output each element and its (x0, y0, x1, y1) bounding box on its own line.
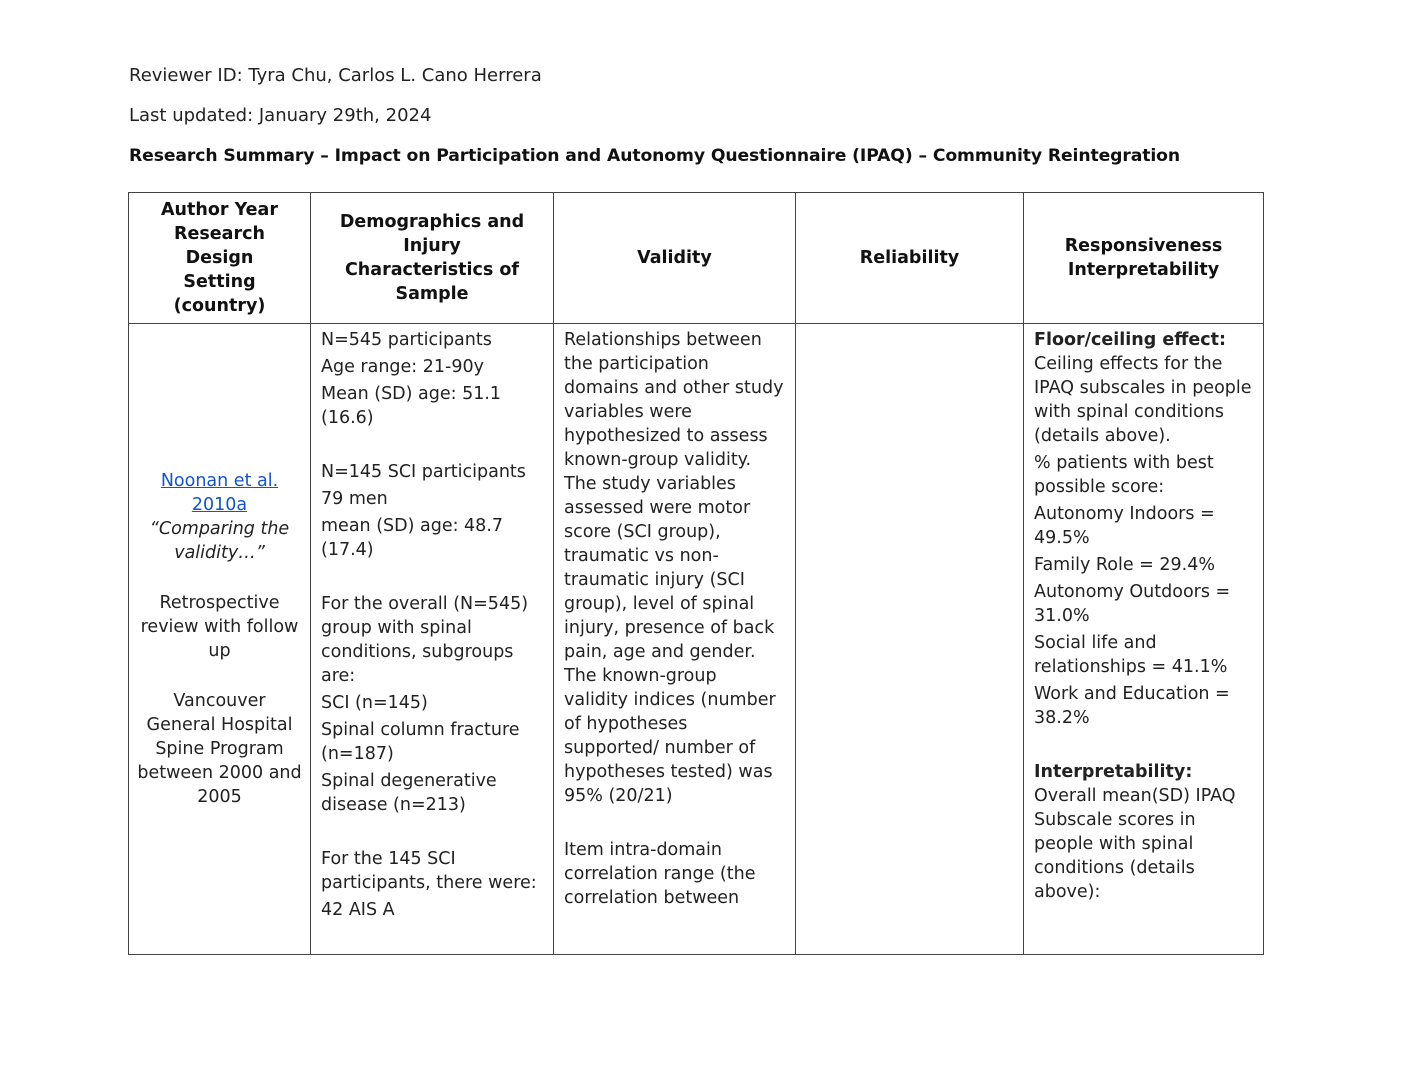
demographics-line: 79 men (321, 489, 388, 509)
column-header-reliability (796, 193, 1024, 324)
demographics-line: Spinal column fracture (n=187) (321, 720, 520, 764)
header-line: Reliability (859, 248, 960, 268)
demographics-line: For the 145 SCI participants, there were: (321, 849, 537, 893)
validity-paragraph: Item intra-domain correlation range (the correlation between (564, 840, 756, 908)
study-reference-link[interactable]: Noonan et al. 2010a (160, 471, 279, 515)
study-setting: Vancouver General Hospital Spine Program between 2000 and 2005 (137, 691, 302, 807)
validity-paragraph: Relationships between the participation domains and other study variables were hypothesized to assess known-group validity. The study variables assessed were motor score (SCI group), traumatic vs non-traumatic injury (SCI group), level of spinal injury, presence of back pain, age and gender. The known-group validity indices (number of hypotheses supported/ number of hypotheses tested) was 95% (20/21) (564, 330, 784, 806)
score-line: Work and Education = 38.2% (1034, 684, 1230, 728)
interpretability-text: Overall mean(SD) IPAQ Subscale scores in people with spinal conditions (details above): (1034, 786, 1236, 902)
study-title-quote: “Comparing the validity…” (149, 519, 290, 563)
header-line: Validity (637, 248, 712, 268)
document-title: Research Summary – Impact on Participation and Autonomy Questionnaire (IPAQ) – Community Reintegration (129, 146, 1180, 166)
score-line: Family Role = 29.4% (1034, 555, 1215, 575)
last-updated-line: Last updated: January 29th, 2024 (129, 105, 432, 126)
demographics-line: 42 AIS A (321, 900, 395, 920)
interpretability-heading: Interpretability: (1034, 762, 1193, 782)
reliability-cell (796, 324, 1024, 955)
column-header-validity (554, 193, 796, 324)
demographics-line: N=545 participants (321, 330, 492, 350)
demographics-line: Age range: 21-90y (321, 357, 484, 377)
study-design: Retrospective review with follow up (140, 593, 299, 661)
responsiveness-cell (1024, 324, 1264, 955)
header-line: Interpretability (1067, 260, 1220, 280)
column-header-study (129, 193, 311, 324)
validity-cell (554, 324, 796, 955)
best-score-intro: % patients with best possible score: (1034, 453, 1214, 497)
header-line: Demographics and Injury Characteristics of Sample (339, 212, 525, 304)
research-summary-table (128, 192, 1264, 955)
score-line: Social life and relationships = 41.1% (1034, 633, 1228, 677)
table-row (129, 324, 1264, 955)
demographics-line: SCI (n=145) (321, 693, 428, 713)
demographics-cell (311, 324, 554, 955)
header-line: Research Design (174, 224, 265, 268)
score-line: Autonomy Indoors = 49.5% (1034, 504, 1215, 548)
reviewer-line: Reviewer ID: Tyra Chu, Carlos L. Cano Herrera (129, 65, 542, 86)
table-header-row (129, 193, 1264, 324)
demographics-line: Mean (SD) age: 51.1 (16.6) (321, 384, 502, 428)
header-line: Setting (183, 272, 256, 292)
demographics-line: For the overall (N=545) group with spinal conditions, subgroups are: (321, 594, 529, 686)
score-line: Autonomy Outdoors = 31.0% (1034, 582, 1231, 626)
study-cell (129, 324, 311, 955)
column-header-demographics (311, 193, 554, 324)
floor-ceiling-heading: Floor/ceiling effect: (1034, 330, 1226, 350)
header-line: Responsiveness (1064, 236, 1223, 256)
demographics-line: mean (SD) age: 48.7 (17.4) (321, 516, 504, 560)
header-line: (country) (173, 296, 266, 316)
floor-ceiling-text: Ceiling effects for the IPAQ subscales in people with spinal conditions (details above). (1034, 354, 1252, 446)
column-header-responsiveness (1024, 193, 1264, 324)
demographics-line: Spinal degenerative disease (n=213) (321, 771, 497, 815)
demographics-line: N=145 SCI participants (321, 462, 526, 482)
header-line: Author Year (161, 200, 278, 220)
